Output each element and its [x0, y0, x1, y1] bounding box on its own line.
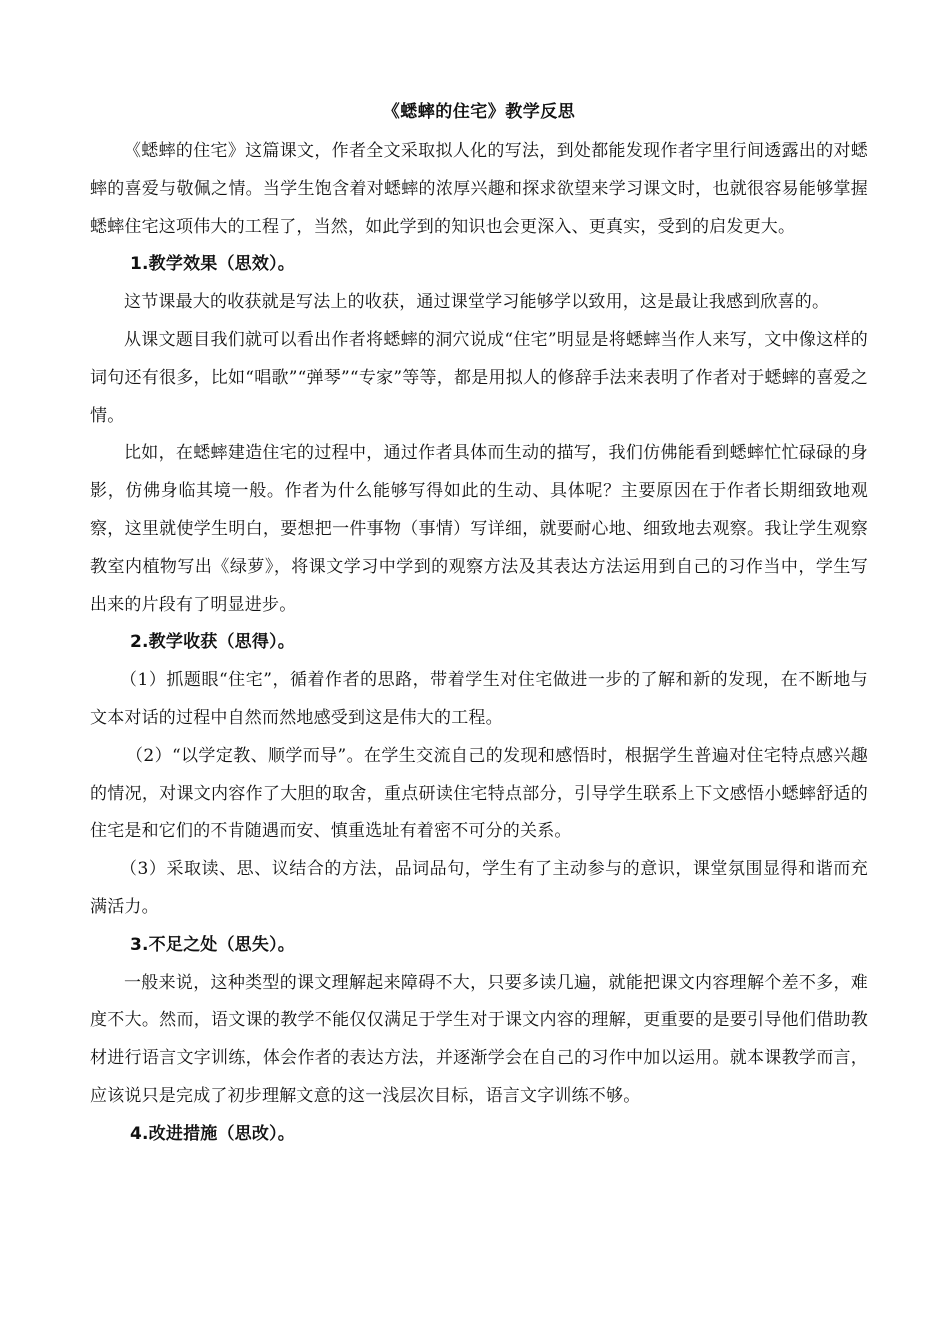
section-2-item-1: （1）抓题眼“住宅”，循着作者的思路，带着学生对住宅做进一步的了解和新的发现，在不断地与文本对话的过程中自然而然地感受到这是伟大的工程。 — [90, 670, 868, 728]
section-3-paragraph-1: 一般来说，这种类型的课文理解起来障碍不大，只要多读几遍，就能把课文内容理解个差不多，难度不大。然而，语文课的教学不能仅仅满足于学生对于课文内容的理解，更重要的是要引导他们借助教材进行语言文字训练，体会作者的表达方法，并逐渐学会在自己的习作中加以运用。就本课教学而言，应该说只是完成了初步理解文意的这一浅层次目标，语言文字训练不够。 — [90, 972, 868, 1106]
document-body — [90, 133, 868, 1154]
section-1-paragraph-1: 这节课最大的收获就是写法上的收获，通过课堂学习能够学以致用，这是最让我感到欣喜的。 — [124, 292, 830, 313]
section-2-item-3: （3）采取读、思、议结合的方法，品词品句，学生有了主动参与的意识，课堂氛围显得和谐而充满活力。 — [90, 859, 868, 917]
section-3-heading: 3.不足之处（思失）。 — [130, 934, 295, 955]
intro-paragraph: 《蟋蟀的住宅》这篇课文，作者全文采取拟人化的写法，到处都能发现作者字里行间透露出的对蟋蟀的喜爱与敬佩之情。当学生饱含着对蟋蟀的浓厚兴趣和探求欲望来学习课文时，也就很容易能够掌握蟋蟀住宅这项伟大的工程了，当然，如此学到的知识也会更深入、更真实，受到的启发更大。 — [90, 141, 868, 237]
document-title: 《蟋蟀的住宅》教学反思 — [382, 102, 576, 122]
section-2-item-2: （2）“以学定教、顺学而导”。在学生交流自己的发现和感悟时，根据学生普遍对住宅特点感兴趣的情况，对课文内容作了大胆的取舍，重点研读住宅特点部分，引导学生联系上下文感悟小蟋蟀舒适的住宅是和它们的不肯随遇而安、慎重选址有着密不可分的关系。 — [90, 745, 868, 842]
section-1-heading: 1.教学效果（思效）。 — [130, 254, 295, 275]
section-1-paragraph-2: 从课文题目我们就可以看出作者将蟋蟀的洞穴说成“住宅”明显是将蟋蟀当作人来写，文中像这样的词句还有很多，比如“唱歌”“弹琴”“专家”等等，都是用拟人的修辞手法来表明了作者对于蟋蟀的喜爱之情。 — [90, 329, 868, 426]
section-4-heading: 4.改进措施（思改）。 — [130, 1123, 295, 1144]
section-2-heading: 2.教学收获（思得）。 — [130, 632, 295, 653]
section-1-paragraph-3: 比如，在蟋蟀建造住宅的过程中，通过作者具体而生动的描写，我们仿佛能看到蟋蟀忙忙碌碌的身影，仿佛身临其境一般。作者为什么能够写得如此的生动、具体呢？主要原因在于作者长期细致地观察，这里就使学生明白，要想把一件事物（事情）写详细，就要耐心地、细致地去观察。我让学生观察教室内植物写出《绿萝》，将课文学习中学到的观察方法及其表达方法运用到自己的习作当中，学生写出来的片段有了明显进步。 — [90, 443, 868, 615]
